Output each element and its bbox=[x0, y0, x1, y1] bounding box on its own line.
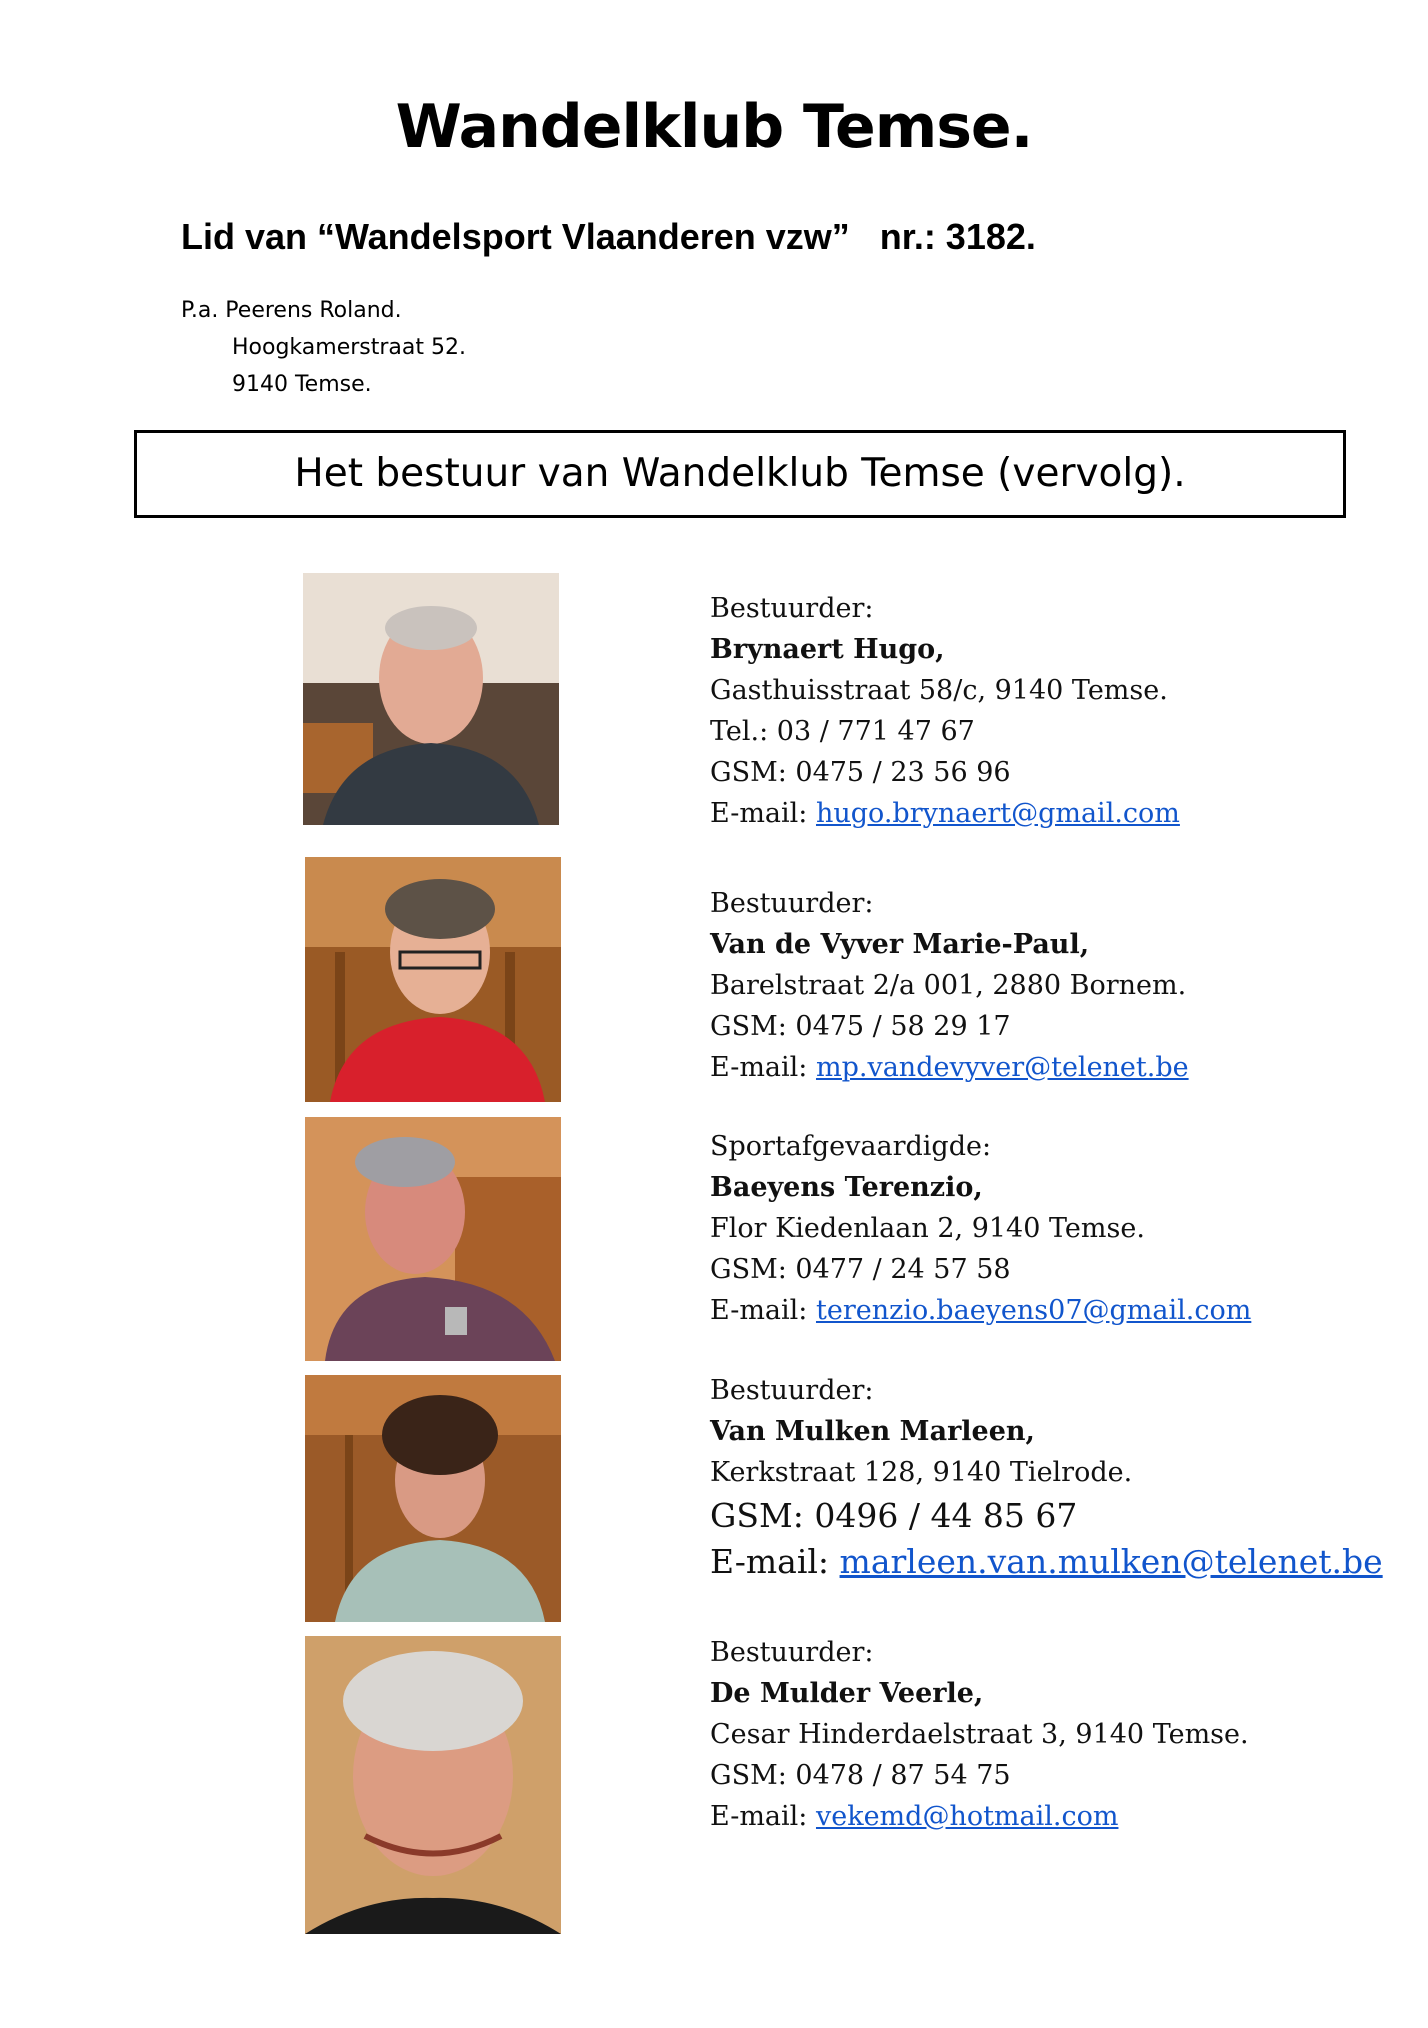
email-link[interactable]: marleen.van.mulken@telenet.be bbox=[839, 1542, 1383, 1581]
member-gsm: GSM: 0475 / 23 56 96 bbox=[710, 757, 1011, 788]
member-role: Bestuurder: bbox=[710, 888, 874, 919]
email-label: E-mail: bbox=[710, 1542, 840, 1581]
member-photo bbox=[305, 857, 561, 1102]
member-email-row bbox=[710, 1539, 1383, 1585]
member-email-row bbox=[710, 1290, 1251, 1331]
member-name: Baeyens Terenzio, bbox=[710, 1172, 983, 1203]
member-address: Kerkstraat 128, 9140 Tielrode. bbox=[710, 1457, 1133, 1488]
email-link[interactable]: vekemd@hotmail.com bbox=[815, 1801, 1119, 1832]
member-address: Gasthuisstraat 58/c, 9140 Temse. bbox=[710, 675, 1168, 706]
email-link[interactable]: terenzio.baeyens07@gmail.com bbox=[815, 1295, 1252, 1326]
member-email-row bbox=[710, 793, 1180, 834]
club-address bbox=[181, 292, 466, 403]
member-role: Bestuurder: bbox=[710, 593, 874, 624]
email-link[interactable]: mp.vandevyver@telenet.be bbox=[815, 1052, 1189, 1083]
member-card bbox=[710, 588, 1180, 834]
member-gsm: GSM: 0475 / 58 29 17 bbox=[710, 1011, 1011, 1042]
email-label: E-mail: bbox=[710, 1295, 816, 1326]
member-email-row bbox=[710, 1796, 1249, 1837]
member-role: Sportafgevaardigde: bbox=[710, 1131, 992, 1162]
address-line-city: 9140 Temse. bbox=[232, 372, 372, 397]
member-tel: Tel.: 03 / 771 47 67 bbox=[710, 716, 975, 747]
member-photo bbox=[305, 1375, 561, 1622]
member-address: Cesar Hinderdaelstraat 3, 9140 Temse. bbox=[710, 1719, 1249, 1750]
member-card bbox=[710, 1126, 1251, 1331]
member-role: Bestuurder: bbox=[710, 1375, 874, 1406]
email-label: E-mail: bbox=[710, 798, 816, 829]
section-heading: Het bestuur van Wandelklub Temse (vervolg). bbox=[134, 430, 1346, 518]
membership-line: Lid van “Wandelsport Vlaanderen vzw” nr.: 3182. bbox=[181, 216, 1036, 257]
email-link[interactable]: hugo.brynaert@gmail.com bbox=[815, 798, 1180, 829]
address-line-contact: P.a. Peerens Roland. bbox=[181, 298, 402, 323]
member-name: Brynaert Hugo, bbox=[710, 634, 945, 665]
member-card bbox=[710, 1632, 1249, 1837]
member-photo bbox=[305, 1117, 561, 1361]
member-card bbox=[710, 1370, 1383, 1585]
member-address: Flor Kiedenlaan 2, 9140 Temse. bbox=[710, 1213, 1145, 1244]
email-label: E-mail: bbox=[710, 1801, 816, 1832]
member-email-row bbox=[710, 1047, 1189, 1088]
member-role: Bestuurder: bbox=[710, 1637, 874, 1668]
member-photo bbox=[305, 1636, 561, 1934]
member-gsm: GSM: 0478 / 87 54 75 bbox=[710, 1760, 1011, 1791]
member-name: Van Mulken Marleen, bbox=[710, 1416, 1035, 1447]
member-address: Barelstraat 2/a 001, 2880 Bornem. bbox=[710, 970, 1187, 1001]
member-gsm: GSM: 0477 / 24 57 58 bbox=[710, 1254, 1011, 1285]
email-label: E-mail: bbox=[710, 1052, 816, 1083]
page-title: Wandelklub Temse. bbox=[395, 92, 1033, 162]
address-line-street: Hoogkamerstraat 52. bbox=[232, 335, 466, 360]
member-gsm: GSM: 0496 / 44 85 67 bbox=[710, 1496, 1078, 1535]
member-photo bbox=[303, 573, 559, 825]
member-name: Van de Vyver Marie-Paul, bbox=[710, 929, 1090, 960]
member-card bbox=[710, 883, 1189, 1088]
member-name: De Mulder Veerle, bbox=[710, 1678, 984, 1709]
